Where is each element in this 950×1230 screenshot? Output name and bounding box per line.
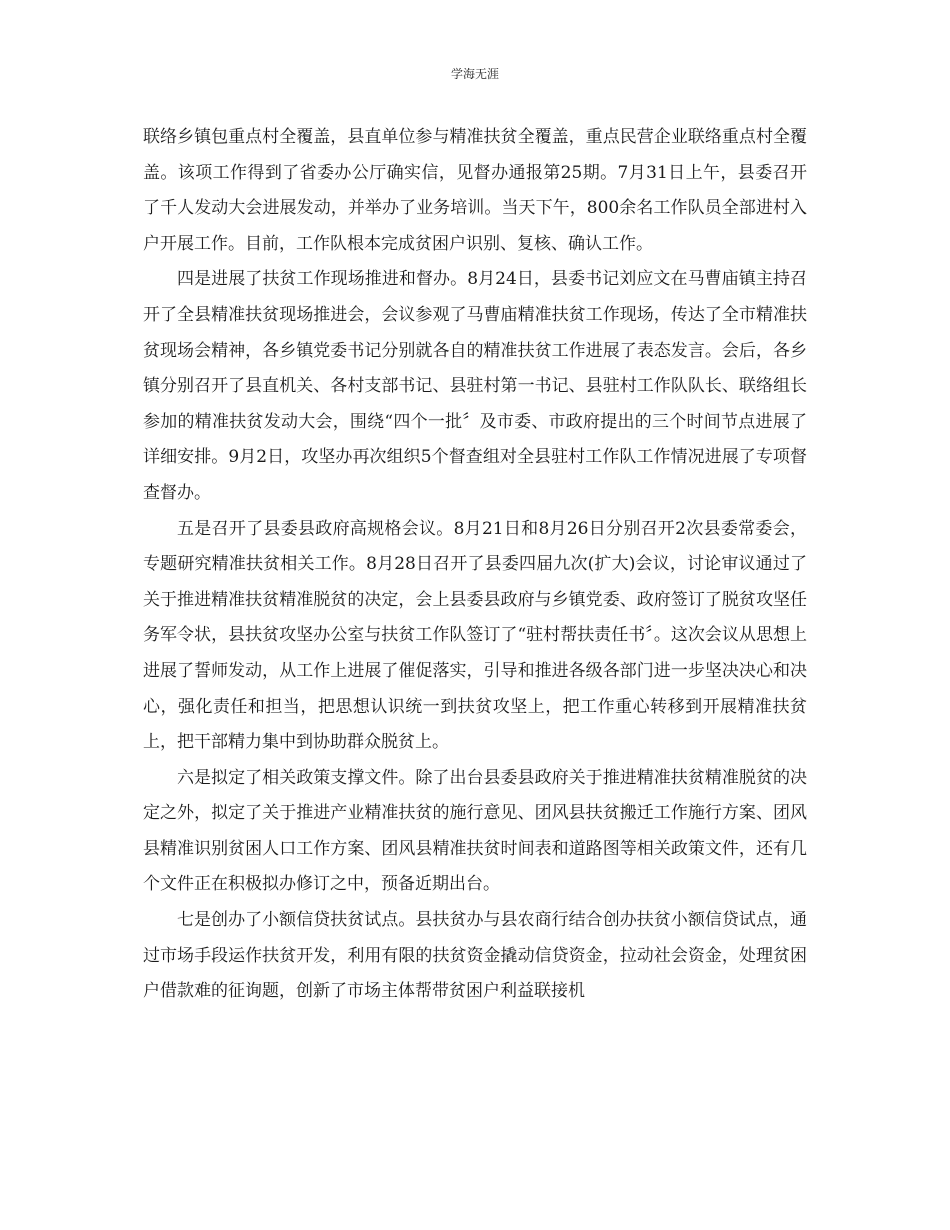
paragraph-five: 五是召开了县委县政府高规格会议。8月21日和8月26日分别召开2次县委常委会，专题研究精准扶贫相关工作。8月28日召开了县委四届九次(扩大)会议，讨论审议通过了关于推进精准扶贫精准脱贫的决定，会上县委县政府与乡镇党委、政府签订了脱贫攻坚任务军令状，县扶贫攻坚办公室与扶贫工作队签订了“驻村帮扶责任书〞。这次会议从思想上进展了誓师发动，从工作上进展了催促落实，引导和推进各级各部门进一步坚决决心和决心，强化责任和担当，把思想认识统一到扶贫攻坚上，把工作重心转移到开展精准扶贫上，把干部精力集中到协助群众脱贫上。 xyxy=(143,518,807,753)
document-body xyxy=(143,120,807,1010)
page-header: 学海无涯 xyxy=(450,67,499,81)
paragraph-four: 四是进展了扶贫工作现场推进和督办。8月24日，县委书记刘应文在马曹庙镇主持召开了全县精准扶贫现场推进会，会议参观了马曹庙精准扶贫工作现场，传达了全市精准扶贫现场会精神，各乡镇党委书记分别就各自的精准扶贫工作进展了表态发言。会后，各乡镇分别召开了县直机关、各村支部书记、县驻村第一书记、县驻村工作队队长、联络组长参加的精准扶贫发动大会，围绕“四个一批〞及市委、市政府提出的三个时间节点进展了详细安排。9月2日，攻坚办再次组织5个督查组对全县驻村工作队工作情况进展了专项督查督办。 xyxy=(143,269,807,503)
paragraph-continuation: 联络乡镇包重点村全覆盖，县直单位参与精准扶贫全覆盖，重点民营企业联络重点村全覆盖。该项工作得到了省委办公厅确实信，见督办通报第25期。7月31日上午，县委召开了千人发动大会进展发动，并举办了业务培训。当天下午，800余名工作队员全部进村入户开展工作。目前，工作队根本完成贫困户识别、复核、确认工作。 xyxy=(143,127,807,254)
paragraph-six: 六是拟定了相关政策支撑文件。除了出台县委县政府关于推进精准扶贫精准脱贫的决定之外，拟定了关于推进产业精准扶贫的施行意见、团风县扶贫搬迁工作施行方案、团风县精准识别贫困人口工作方案、团风县精准扶贫时间表和道路图等相关政策文件，还有几个文件正在积极拟办修订之中，预备近期出台。 xyxy=(143,767,807,895)
paragraph-seven: 七是创办了小额信贷扶贫试点。县扶贫办与县农商行结合创办扶贫小额信贷试点，通过市场手段运作扶贫开发，利用有限的扶贫资金撬动信贷资金，拉动社会资金，处理贫困户借款难的征询题，创新了市场主体帮带贫困户利益联接机 xyxy=(143,910,807,1002)
